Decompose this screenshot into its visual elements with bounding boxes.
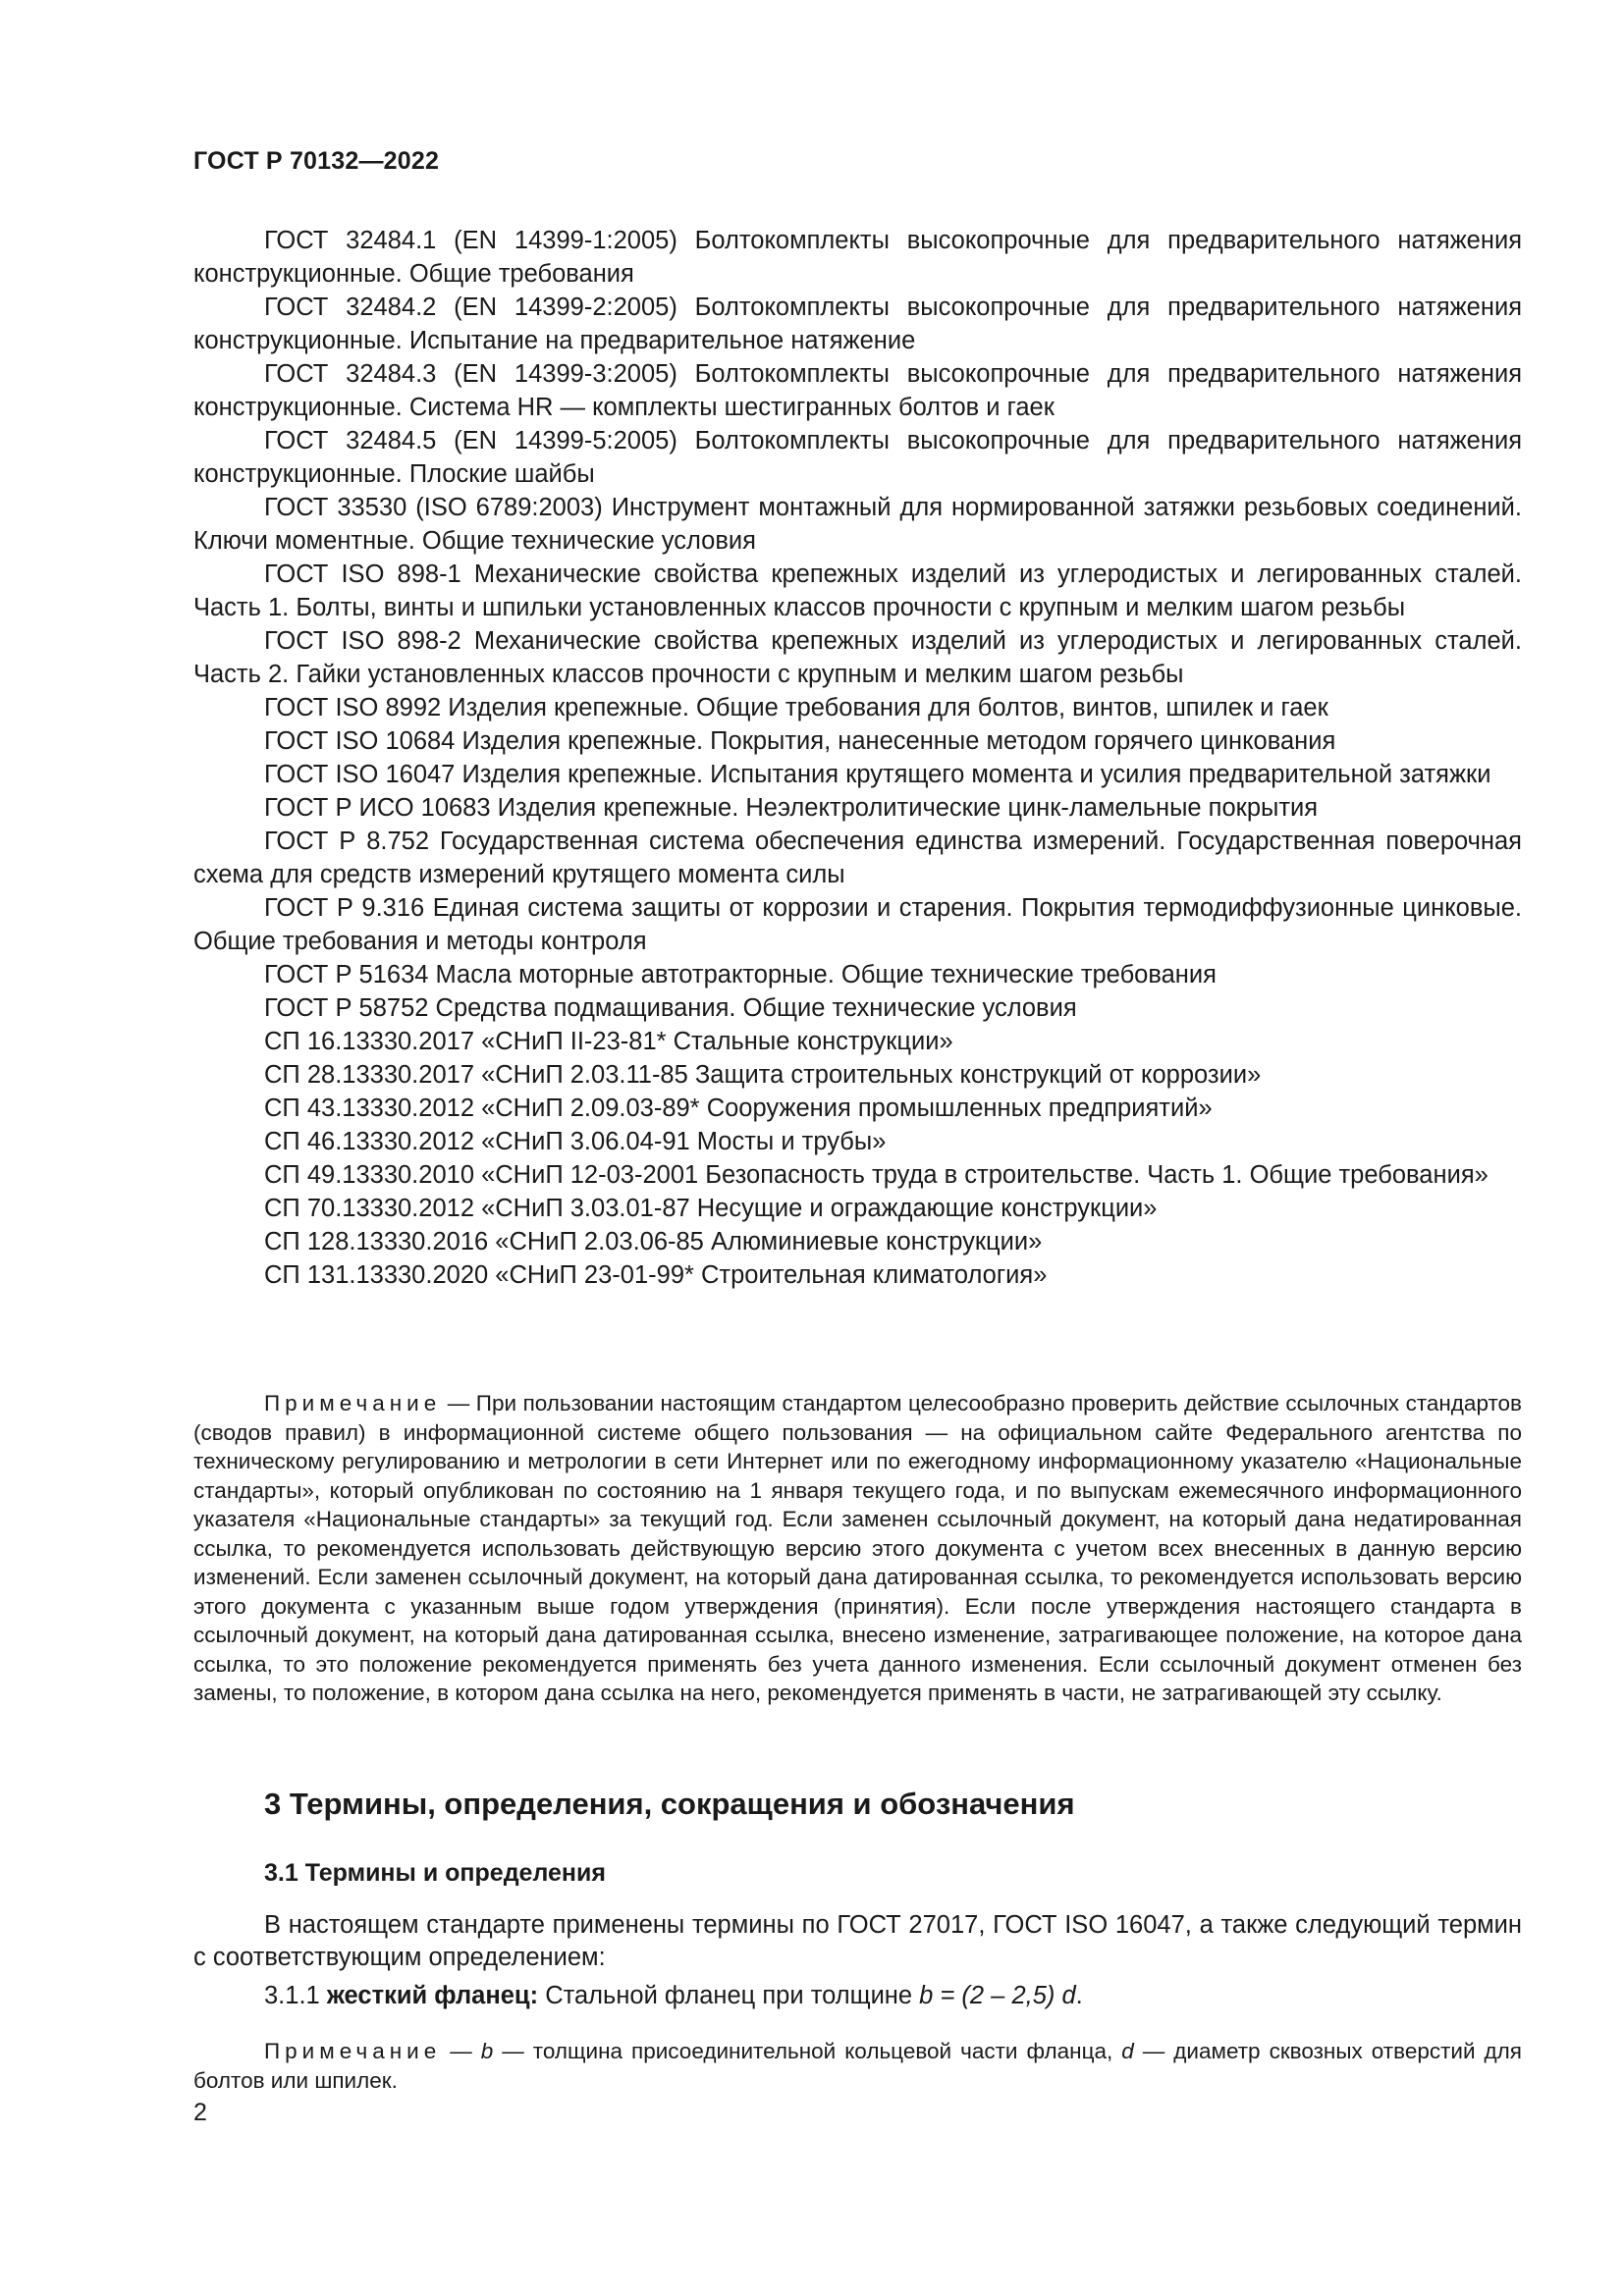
note-label: Примечание: [264, 2039, 442, 2063]
reference-item: ГОСТ ISO 898-1 Механические свойства крепежных изделий из углеродистых и легированных сталей. Часть 1. Болты, винты и шпильки установленных классов прочности с крупным и мелким шагом резьбы: [193, 561, 1522, 621]
term-formula: b = (2 – 2,5) d: [919, 1982, 1076, 2009]
reference-item: ГОСТ ISO 10684 Изделия крепежные. Покрытия, нанесенные методом горячего цинкования: [264, 727, 1336, 755]
reference-item: ГОСТ 32484.2 (EN 14399-2:2005) Болтокомплекты высокопрочные для предварительного натяжения конструкционные. Испытание на предварительное натяжение: [193, 294, 1522, 354]
reference-item: ГОСТ ISO 898-2 Механические свойства крепежных изделий из углеродистых и легированных сталей. Часть 2. Гайки установленных классов прочности с крупным и мелким шагом резьбы: [193, 627, 1522, 688]
reference-item: ГОСТ Р ИСО 10683 Изделия крепежные. Неэлектролитические цинк-ламельные покрытия: [264, 794, 1319, 822]
variable-b: b: [480, 2039, 494, 2063]
reference-item: СП 131.13330.2020 «СНиП 23-01-99* Строительная климатология»: [264, 1261, 1048, 1289]
document-header: ГОСТ Р 70132—2022: [193, 147, 440, 175]
subsection-title: 3.1 Термины и определения: [264, 1859, 606, 1887]
reference-item: ГОСТ 32484.1 (EN 14399-1:2005) Болтокомплекты высокопрочные для предварительного натяжения конструкционные. Общие требования: [193, 227, 1522, 288]
reference-item: ГОСТ ISO 16047 Изделия крепежные. Испытания крутящего момента и усилия предварительной затяжки: [264, 761, 1491, 788]
normative-references: [193, 224, 1522, 1292]
reference-item: ГОСТ Р 58752 Средства подмащивания. Общие технические условия: [264, 994, 1077, 1022]
variable-d: d: [1121, 2039, 1134, 2063]
references-note: [193, 1389, 1522, 1708]
reference-item: СП 16.13330.2017 «СНиП II-23-81* Стальные конструкции»: [264, 1028, 953, 1055]
note-label: Примечание: [264, 1391, 442, 1415]
reference-item: ГОСТ ISO 8992 Изделия крепежные. Общие требования для болтов, винтов, шпилек и гаек: [264, 694, 1328, 721]
reference-item: СП 43.13330.2012 «СНиП 2.09.03-89* Сооружения промышленных предприятий»: [264, 1095, 1213, 1122]
reference-item: СП 28.13330.2017 «СНиП 2.03.11-85 Защита строительных конструкций от коррозии»: [264, 1061, 1262, 1089]
page-number: 2: [193, 2099, 207, 2126]
term-note: [193, 2037, 1522, 2095]
term-number: 3.1.1: [264, 1982, 320, 2009]
term-definition-text: Стальной фланец при толщине: [545, 1982, 913, 2009]
reference-item: ГОСТ Р 8.752 Государственная система обеспечения единства измерений. Государственная поверочная схема для средств измерений крутящего момента силы: [193, 828, 1522, 888]
reference-item: СП 49.13330.2010 «СНиП 12-03-2001 Безопасность труда в строительстве. Часть 1. Общие требования»: [264, 1161, 1489, 1189]
section-title: 3 Термины, определения, сокращения и обозначения: [264, 1787, 1075, 1821]
term-definition: [264, 1980, 1083, 2012]
reference-item: ГОСТ Р 51634 Масла моторные автотракторные. Общие технические требования: [264, 961, 1217, 988]
terms-intro: В настоящем стандарте применены термины по ГОСТ 27017, ГОСТ ISO 16047, а также следующий термин с соответствующим определением:: [193, 1911, 1522, 1971]
term-name: жесткий фланец:: [326, 1982, 539, 2009]
reference-item: ГОСТ Р 9.316 Единая система защиты от коррозии и старения. Покрытия термодиффузионные цинковые. Общие требования и методы контроля: [193, 894, 1522, 955]
note-dash: —: [441, 2039, 481, 2063]
reference-item: ГОСТ 32484.5 (EN 14399-5:2005) Болтокомплекты высокопрочные для предварительного натяжения конструкционные. Плоские шайбы: [193, 427, 1522, 488]
note-text-d: — диаметр сквозных отверстий для болтов или шпилек.: [193, 2039, 1522, 2093]
reference-item: СП 70.13330.2012 «СНиП 3.03.01-87 Несущие и ограждающие конструкции»: [264, 1195, 1158, 1222]
reference-item: СП 46.13330.2012 «СНиП 3.06.04-91 Мосты и трубы»: [264, 1128, 887, 1155]
reference-item: ГОСТ 32484.3 (EN 14399-3:2005) Болтокомплекты высокопрочные для предварительного натяжения конструкционные. Система HR — комплекты шестигранных болтов и гаек: [193, 360, 1522, 421]
note-text: — При пользовании настоящим стандартом целесообразно проверить действие ссылочных стандартов (сводов правил) в информационной системе общего пользования — на официальном сайте Федерального агентства по техническому регулированию и метрологии в сети Интернет или по ежегодному информационному указателю «Национальные стандарты», который опубликован по состоянию на 1 января текущего года, и по выпускам ежемесячного информационного указателя «Национальные стандарты» за текущий год. Если заменен ссылочный документ, на который дана недатированная ссылка, то рекомендуется использовать действующую версию этого документа с учетом всех внесенных в данную версию изменений. Если заменен ссылочный документ, на который дана датированная ссылка, то рекомендуется использовать версию этого документа с указанным выше годом утверждения (принятия). Если после утверждения настоящего стандарта в ссылочный документ, на который дана датированная ссылка, внесено изменение, затрагивающее положение, на которое дана ссылка, то это положение рекомендуется применять без учета данного изменения. Если ссылочный документ отменен без замены, то положение, в котором дана ссылка на него, рекомендуется применять в части, не затрагивающей эту ссылку.: [193, 1391, 1522, 1705]
note-text-b: — толщина присоединительной кольцевой части фланца,: [493, 2039, 1122, 2063]
reference-item: СП 128.13330.2016 «СНиП 2.03.06-85 Алюминиевые конструкции»: [264, 1228, 1043, 1255]
term-end: .: [1075, 1982, 1083, 2009]
reference-item: ГОСТ 33530 (ISO 6789:2003) Инструмент монтажный для нормированной затяжки резьбовых соединений. Ключи моментные. Общие технические условия: [193, 494, 1522, 555]
